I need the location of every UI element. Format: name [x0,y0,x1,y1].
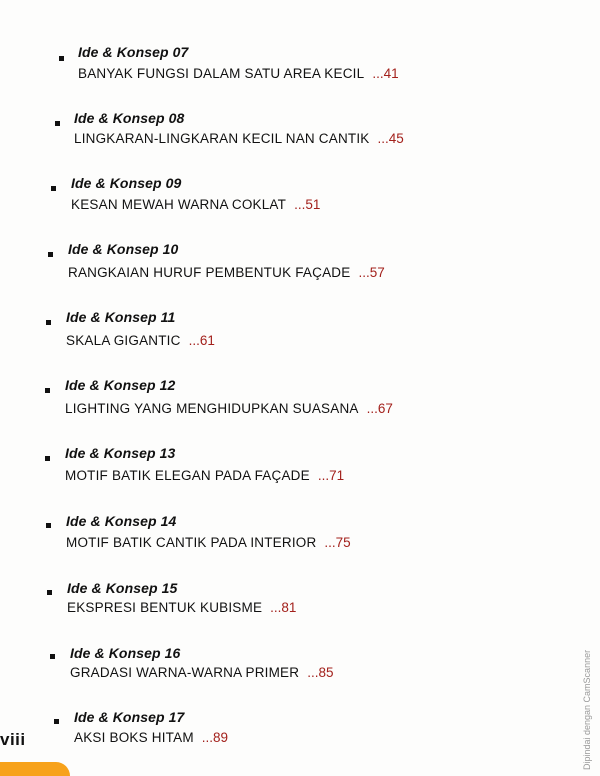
page-number: viii [0,730,26,749]
entry-page-ref: ...71 [317,468,345,483]
entry-title: EKSPRESI BENTUK KUBISME ...81 [67,600,297,615]
entry-heading: Ide & Konsep 13 [65,445,176,461]
entry-page-ref: ...89 [201,730,229,745]
entry-heading: Ide & Konsep 08 [74,110,185,126]
accent-corner [0,762,70,776]
entry-title: BANYAK FUNGSI DALAM SATU AREA KECIL ...41 [78,66,399,81]
bullet-icon [55,121,60,126]
scanner-watermark [580,640,594,770]
entry-heading: Ide & Konsep 07 [78,44,189,60]
entry-heading: Ide & Konsep 14 [66,513,177,529]
entry-heading: Ide & Konsep 15 [67,580,178,596]
entry-page-ref: ...51 [294,197,321,212]
entry-heading: Ide & Konsep 11 [66,309,176,325]
entry-heading: Ide & Konsep 12 [65,377,176,393]
bullet-icon [45,388,50,393]
bullet-icon [48,252,53,257]
entry-title: MOTIF BATIK CANTIK PADA INTERIOR ...75 [66,535,351,550]
entry-heading: Ide & Konsep 17 [74,709,185,725]
entry-title: LINGKARAN-LINGKARAN KECIL NAN CANTIK ...45 [74,131,404,146]
bullet-icon [51,186,56,191]
bullet-icon [47,590,52,595]
entry-page-ref: ...45 [377,131,404,146]
entry-title: GRADASI WARNA-WARNA PRIMER ...85 [70,665,334,680]
entry-title: AKSI BOKS HITAM ...89 [74,730,229,745]
entry-page-ref: ...41 [372,66,399,81]
entry-title: KESAN MEWAH WARNA COKLAT ...51 [71,197,321,212]
entry-page-ref: ...81 [270,600,297,615]
entry-page-ref: ...67 [366,401,393,416]
entry-title: RANGKAIAN HURUF PEMBENTUK FAÇADE ...57 [68,265,385,280]
entry-heading: Ide & Konsep 16 [70,645,181,661]
bullet-icon [46,523,51,528]
entry-page-ref: ...57 [358,265,385,280]
bullet-icon [54,719,59,724]
watermark-text: Dipindai dengan CamScanner [582,649,592,770]
entry-page-ref: ...61 [188,333,215,348]
bullet-icon [59,56,64,61]
entry-heading: Ide & Konsep 10 [68,241,179,257]
entry-page-ref: ...75 [324,535,351,550]
bullet-icon [50,654,55,659]
entry-page-ref: ...85 [307,665,334,680]
entry-title: LIGHTING YANG MENGHIDUPKAN SUASANA ...67 [65,401,393,416]
bullet-icon [46,320,51,325]
entry-title: SKALA GIGANTIC ...61 [66,333,215,348]
entry-heading: Ide & Konsep 09 [71,175,182,191]
entry-title: MOTIF BATIK ELEGAN PADA FAÇADE ...71 [65,468,345,483]
bullet-icon [45,456,50,461]
